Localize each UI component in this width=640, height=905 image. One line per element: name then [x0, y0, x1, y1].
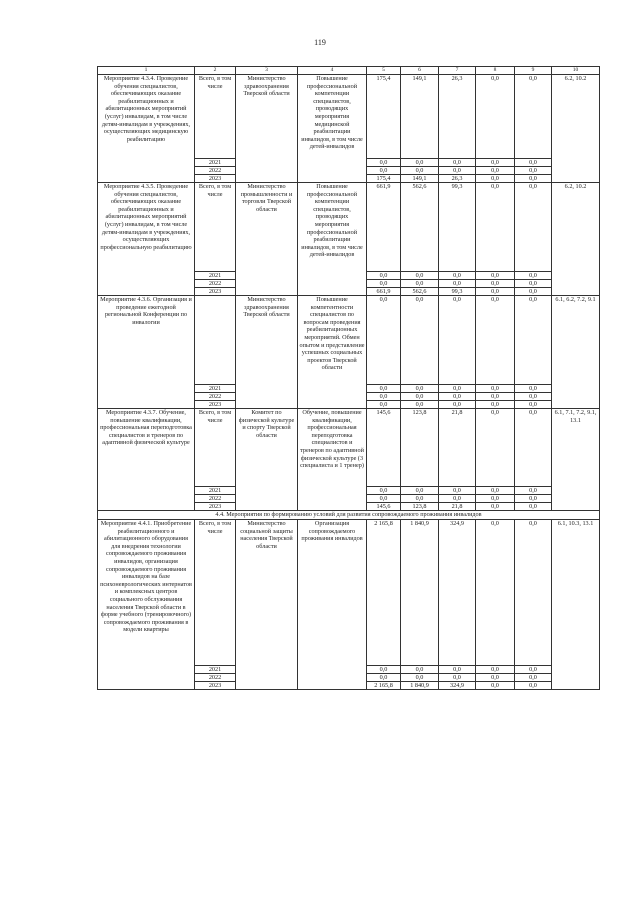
- year-value: 123,8: [401, 503, 439, 511]
- header-col-5: 5: [367, 67, 401, 75]
- year-value: 0,0: [476, 385, 515, 393]
- target-links: 6.1, 10.3, 13.1: [552, 520, 600, 690]
- year-value: 0,0: [439, 666, 476, 674]
- year-value: 0,0: [515, 175, 552, 183]
- total-value: 149,1: [401, 75, 439, 159]
- total-value: 324,9: [439, 520, 476, 666]
- year-value: 0,0: [515, 393, 552, 401]
- year-value: 21,8: [439, 503, 476, 511]
- funding-scope: Всего, в том числе: [195, 75, 236, 159]
- year-value: 0,0: [515, 288, 552, 296]
- year-label: 2022: [195, 280, 236, 288]
- year-value: 0,0: [367, 487, 401, 495]
- measure-row: [98, 409, 600, 487]
- year-value: 0,0: [367, 393, 401, 401]
- year-value: 562,6: [401, 288, 439, 296]
- year-label: 2021: [195, 272, 236, 280]
- year-label: 2022: [195, 495, 236, 503]
- year-value: 0,0: [515, 503, 552, 511]
- year-value: 0,0: [515, 674, 552, 682]
- year-label: 2021: [195, 487, 236, 495]
- year-value: 145,6: [367, 503, 401, 511]
- total-value: 1 840,9: [401, 520, 439, 666]
- indicator: Повышение профессиональной компетенции специалистов, проводящих мероприятия медицинской реабилитации инвалидов, в том числе детей-инвалидов: [298, 75, 367, 183]
- target-links: 6.1, 6.2, 7.2, 9.1: [552, 296, 600, 409]
- year-value: 0,0: [515, 280, 552, 288]
- total-value: 0,0: [515, 409, 552, 487]
- measure-row: [98, 75, 600, 159]
- header-col-8: 8: [476, 67, 515, 75]
- year-value: 0,0: [367, 272, 401, 280]
- target-links: 6.2, 10.2: [552, 183, 600, 296]
- year-label: 2023: [195, 401, 236, 409]
- total-value: 0,0: [515, 75, 552, 159]
- indicator: Повышение профессиональной компетенции специалистов, проводящих мероприятия профессиональной реабилитации инвалидов, в том числе детей-инвалидов: [298, 183, 367, 296]
- measure-name: Мероприятие 4.3.6. Организация и проведение ежегодной региональной Конференции по инвалогии: [98, 296, 195, 409]
- year-value: 99,3: [439, 288, 476, 296]
- indicator: Повышение компетентности специалистов по вопросам проведения реабилитационных мероприятий. Обмен опытом и представление успешных социальных проектов Тверской области: [298, 296, 367, 409]
- year-value: 0,0: [476, 674, 515, 682]
- year-value: 0,0: [439, 393, 476, 401]
- year-value: 0,0: [401, 385, 439, 393]
- year-value: 2 165,8: [367, 682, 401, 690]
- year-value: 0,0: [476, 393, 515, 401]
- measure-name: Мероприятие 4.3.4. Проведение обучения специалистов, обеспечивающих оказание реабилитационных и абилитационных мероприятий (услуг) инвалидам, в том числе детям-инвалидам в учреждениях, осуществляющих медицинскую реабилитацию: [98, 75, 195, 183]
- measure-name: Мероприятие 4.4.1. Приобретение реабилитационного и абилитационного оборудования для внедрения технологии сопровождаемого проживания инвалидов, организация сопровождаемого проживания инвалидов на базе психоневрологических интернатов и комплексных центров социального обслуживания населения Тверской области в форме учебного (тренировочного) сопровождаемого проживания в модели квартиры: [98, 520, 195, 690]
- total-value: 26,3: [439, 75, 476, 159]
- total-value: 145,6: [367, 409, 401, 487]
- total-value: 0,0: [515, 183, 552, 272]
- year-value: 0,0: [367, 674, 401, 682]
- total-value: 123,8: [401, 409, 439, 487]
- year-value: 0,0: [401, 393, 439, 401]
- year-value: 0,0: [476, 401, 515, 409]
- year-value: 0,0: [476, 167, 515, 175]
- year-label: 2021: [195, 385, 236, 393]
- year-value: 0,0: [439, 167, 476, 175]
- year-value: 0,0: [367, 280, 401, 288]
- year-value: 1 840,9: [401, 682, 439, 690]
- year-label: 2023: [195, 682, 236, 690]
- year-value: 0,0: [439, 674, 476, 682]
- year-label: 2023: [195, 288, 236, 296]
- header-col-6: 6: [401, 67, 439, 75]
- year-value: 0,0: [515, 272, 552, 280]
- funding-scope: Всего, в том числе: [195, 520, 236, 666]
- header-col-7: 7: [439, 67, 476, 75]
- year-value: 0,0: [439, 159, 476, 167]
- year-value: 0,0: [439, 495, 476, 503]
- year-value: 0,0: [476, 666, 515, 674]
- executor: Комитет по физической культуре и спорту Тверской области: [236, 409, 298, 511]
- year-label: 2022: [195, 674, 236, 682]
- section-row: [98, 511, 600, 520]
- year-value: 0,0: [401, 167, 439, 175]
- header-row: [98, 67, 600, 75]
- year-value: 175,4: [367, 175, 401, 183]
- year-label: 2022: [195, 167, 236, 175]
- year-label: 2023: [195, 503, 236, 511]
- year-value: 0,0: [401, 159, 439, 167]
- year-value: 0,0: [439, 487, 476, 495]
- indicator: Организация сопровождаемого проживания инвалидов: [298, 520, 367, 690]
- total-value: 562,6: [401, 183, 439, 272]
- year-value: 0,0: [476, 487, 515, 495]
- total-value: 0,0: [515, 296, 552, 385]
- year-value: 0,0: [515, 167, 552, 175]
- year-label: 2023: [195, 175, 236, 183]
- year-value: 324,9: [439, 682, 476, 690]
- year-value: 0,0: [515, 159, 552, 167]
- year-value: 0,0: [367, 385, 401, 393]
- total-value: 0,0: [367, 296, 401, 385]
- year-value: 0,0: [401, 495, 439, 503]
- year-label: 2022: [195, 393, 236, 401]
- year-value: 0,0: [476, 175, 515, 183]
- year-value: 0,0: [515, 487, 552, 495]
- year-value: 0,0: [476, 272, 515, 280]
- year-value: 0,0: [367, 666, 401, 674]
- year-value: 0,0: [367, 167, 401, 175]
- year-value: 0,0: [401, 487, 439, 495]
- measure-name: Мероприятие 4.3.5. Проведение обучения специалистов, обеспечивающих оказание реабилитационных и абилитационных мероприятий (услуг) инвалидам, в том числе детям-инвалидам в учреждениях, осуществляющих профессиональную реабилитацию: [98, 183, 195, 296]
- total-value: 0,0: [515, 520, 552, 666]
- year-value: 661,9: [367, 288, 401, 296]
- measure-row: [98, 296, 600, 385]
- year-value: 0,0: [401, 272, 439, 280]
- year-value: 0,0: [401, 674, 439, 682]
- year-value: 26,3: [439, 175, 476, 183]
- total-value: 21,8: [439, 409, 476, 487]
- header-col-9: 9: [515, 67, 552, 75]
- header-col-10: 10: [552, 67, 600, 75]
- year-value: 0,0: [476, 288, 515, 296]
- year-value: 149,1: [401, 175, 439, 183]
- section-title: 4.4. Мероприятия по формированию условий для развития сопровождаемого проживания инвалидов: [98, 511, 600, 520]
- year-value: 0,0: [515, 682, 552, 690]
- year-label: 2021: [195, 159, 236, 167]
- measure-row: [98, 520, 600, 666]
- program-table: [97, 66, 600, 690]
- year-value: 0,0: [401, 666, 439, 674]
- year-value: 0,0: [439, 401, 476, 409]
- total-value: 0,0: [476, 409, 515, 487]
- year-value: 0,0: [515, 495, 552, 503]
- header-col-3: 3: [236, 67, 298, 75]
- total-value: 661,9: [367, 183, 401, 272]
- year-value: 0,0: [439, 272, 476, 280]
- year-value: 0,0: [439, 385, 476, 393]
- year-value: 0,0: [439, 280, 476, 288]
- year-value: 0,0: [367, 401, 401, 409]
- total-value: 0,0: [476, 520, 515, 666]
- total-value: 0,0: [476, 296, 515, 385]
- page-number: 119: [314, 38, 326, 47]
- year-value: 0,0: [476, 495, 515, 503]
- year-value: 0,0: [401, 401, 439, 409]
- header-col-2: 2: [195, 67, 236, 75]
- total-value: 2 165,8: [367, 520, 401, 666]
- year-value: 0,0: [476, 159, 515, 167]
- measure-name: Мероприятие 4.3.7. Обучение, повышение квалификации, профессиональная переподготовка специалистов и тренеров по адаптивной физической культуре: [98, 409, 195, 511]
- total-value: 0,0: [401, 296, 439, 385]
- total-value: 0,0: [476, 183, 515, 272]
- executor: Министерство здравоохранения Тверской области: [236, 296, 298, 409]
- total-value: 99,3: [439, 183, 476, 272]
- executor: Министерство промышленности и торговли Тверской области: [236, 183, 298, 296]
- total-value: 175,4: [367, 75, 401, 159]
- total-value: 0,0: [439, 296, 476, 385]
- measure-row: [98, 183, 600, 272]
- executor: Министерство социальной защиты населения Тверской области: [236, 520, 298, 690]
- total-value: 0,0: [476, 75, 515, 159]
- year-value: 0,0: [367, 159, 401, 167]
- year-label: 2021: [195, 666, 236, 674]
- year-value: 0,0: [515, 385, 552, 393]
- executor: Министерство здравоохранения Тверской области: [236, 75, 298, 183]
- indicator: Обучение, повышение квалификации, профессиональная переподготовка специалистов и тренеров по адаптивной физической культуре (3 специалиста и 1 тренер): [298, 409, 367, 511]
- funding-scope: Всего, в том числе: [195, 183, 236, 272]
- target-links: 6.1, 7.1, 7.2, 9.1, 13.1: [552, 409, 600, 511]
- year-value: 0,0: [515, 401, 552, 409]
- year-value: 0,0: [367, 495, 401, 503]
- target-links: 6.2, 10.2: [552, 75, 600, 183]
- year-value: 0,0: [476, 503, 515, 511]
- year-value: 0,0: [476, 682, 515, 690]
- year-value: 0,0: [515, 666, 552, 674]
- year-value: 0,0: [476, 280, 515, 288]
- funding-scope: Всего, в том числе: [195, 409, 236, 487]
- year-value: 0,0: [401, 280, 439, 288]
- funding-scope: [195, 296, 236, 385]
- header-col-1: 1: [98, 67, 195, 75]
- header-col-4: 4: [298, 67, 367, 75]
